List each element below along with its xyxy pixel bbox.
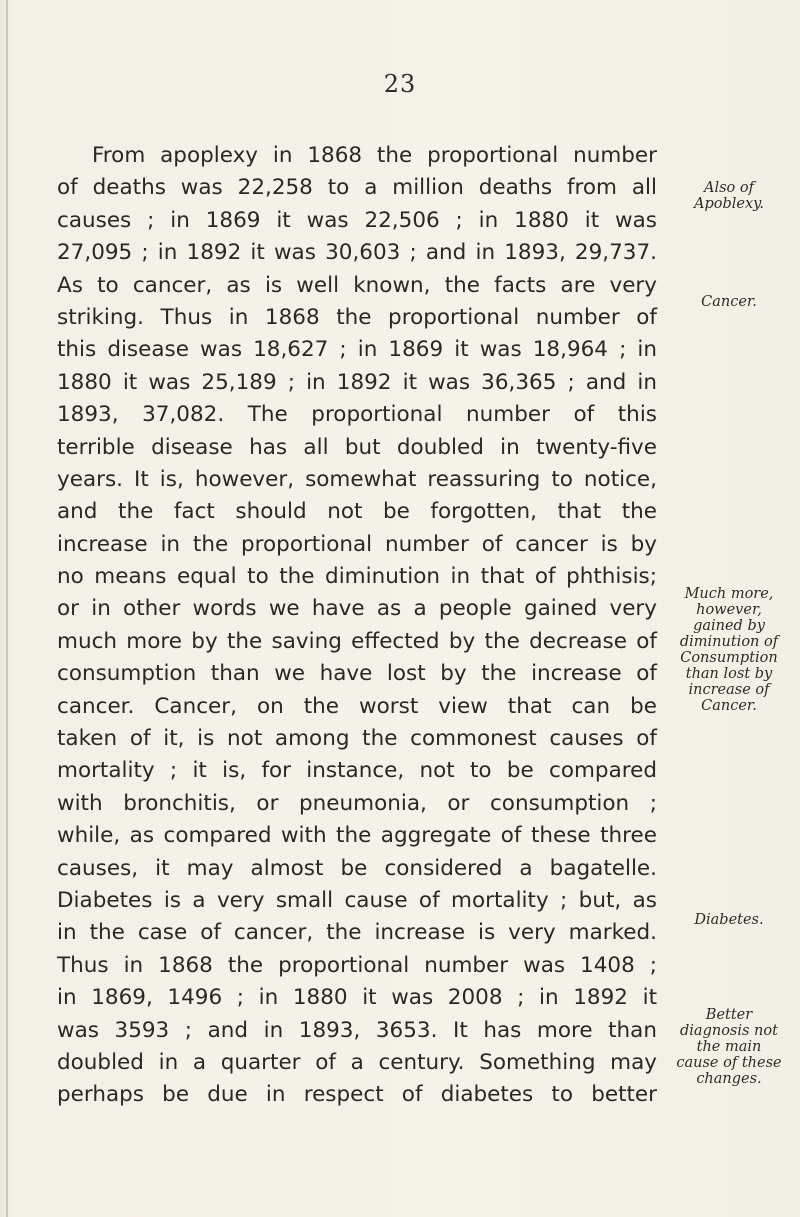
text-line: 1880 it was 25,189 ; in 1892 it was 36,365 ; and in [57, 369, 657, 395]
text-line: From apoplexy in 1868 the proportional number [92, 143, 657, 168]
text-line: years. It is, however, somewhat reassuring to notice, [57, 466, 657, 492]
margin-note-cancer: Cancer. [701, 294, 757, 310]
text-line: Thus in 1868 the proportional number was 1408 ; [57, 952, 657, 978]
text-line: striking. Thus in 1868 the proportional number of [57, 304, 657, 330]
text-line: cancer. Cancer, on the worst view that can be [57, 693, 657, 719]
margin-note-much-more: Much more, however, gained by diminution of Consumption than lost by increase of Cancer. [679, 586, 779, 714]
text-line: and the fact should not be forgotten, that the [57, 499, 657, 525]
margin-note-apoplexy: Also of Apoblexy. [693, 180, 765, 212]
margin-notes [670, 0, 790, 1217]
text-line: much more by the saving effected by the decrease of [57, 628, 657, 654]
body-paragraph [57, 140, 657, 1112]
text-line: increase in the proportional number of cancer is by [57, 531, 657, 557]
text-line: causes, it may almost be considered a bagatelle. [57, 855, 657, 881]
text-line: 1893, 37,082. The proportional number of this [57, 402, 657, 428]
text-line: in 1869, 1496 ; in 1880 it was 2008 ; in 1892 it [57, 985, 657, 1011]
text-line: no means equal to the diminution in that of phthisis; [57, 564, 657, 590]
text-line: consumption than we have lost by the increase of [57, 661, 657, 687]
text-line: perhaps be due in respect of diabetes to better [57, 1082, 657, 1108]
text-line: As to cancer, as is well known, the facts are very [57, 272, 657, 298]
text-line: or in other words we have as a people gained very [57, 596, 657, 622]
margin-note-diabetes: Diabetes. [694, 912, 764, 928]
text-line: terrible disease has all but doubled in twenty-five [57, 434, 657, 460]
text-line: with bronchitis, or pneumonia, or consumption ; [57, 790, 657, 816]
text-line: in the case of cancer, the increase is very marked. [57, 920, 657, 946]
binding-edge [6, 0, 8, 1217]
text-line: of deaths was 22,258 to a million deaths from all [57, 175, 657, 201]
text-line: causes ; in 1869 it was 22,506 ; in 1880 it was [57, 207, 657, 233]
text-line: taken of it, is not among the commonest causes of [57, 726, 657, 752]
text-line: mortality ; it is, for instance, not to be compared [57, 758, 657, 784]
text-line: was 3593 ; and in 1893, 3653. It has more than [57, 1017, 657, 1043]
text-line: while, as compared with the aggregate of these three [57, 823, 657, 849]
margin-note-better-diagnosis: Better diagnosis not the main cause of these changes. [676, 1007, 782, 1087]
page-number: 23 [383, 70, 417, 98]
text-line: Diabetes is a very small cause of mortality ; but, as [57, 887, 657, 913]
text-line: doubled in a quarter of a century. Something may [57, 1049, 657, 1075]
text-line: 27,095 ; in 1892 it was 30,603 ; and in 1893, 29,737. [57, 240, 657, 266]
text-line: this disease was 18,627 ; in 1869 it was 18,964 ; in [57, 337, 657, 363]
